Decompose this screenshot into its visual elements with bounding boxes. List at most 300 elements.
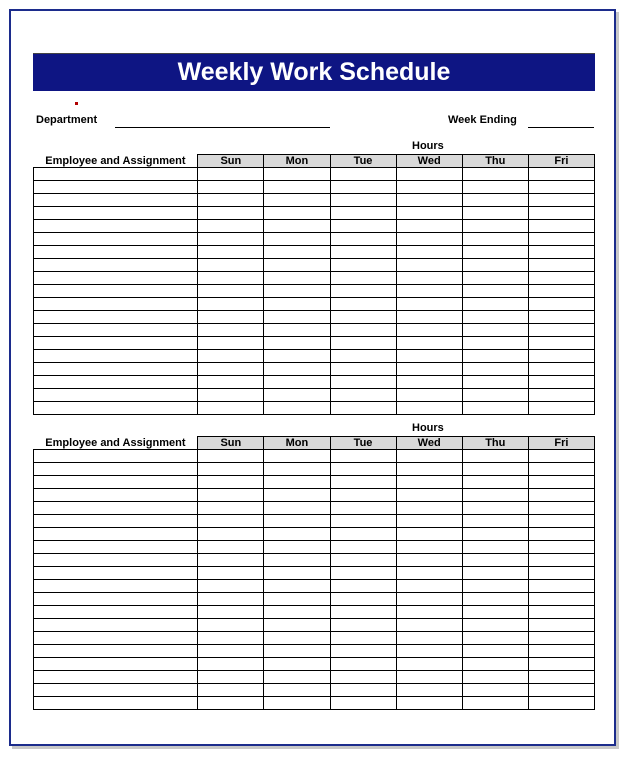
hours-cell-fri[interactable] <box>528 632 594 645</box>
employee-cell[interactable] <box>34 207 198 220</box>
hours-cell-sun[interactable] <box>198 350 264 363</box>
hours-cell-wed[interactable] <box>396 541 462 554</box>
day-header-tue: Tue <box>330 155 396 168</box>
hours-cell-thu[interactable] <box>462 259 528 272</box>
hours-cell-fri[interactable] <box>528 489 594 502</box>
table-row <box>34 272 595 285</box>
hours-cell-mon[interactable] <box>264 450 330 463</box>
hours-cell-tue[interactable] <box>330 463 396 476</box>
hours-cell-wed[interactable] <box>396 658 462 671</box>
employee-cell[interactable] <box>34 619 198 632</box>
hours-cell-mon[interactable] <box>264 259 330 272</box>
table-row <box>34 402 595 415</box>
hours-cell-wed[interactable] <box>396 259 462 272</box>
hours-cell-mon[interactable] <box>264 168 330 181</box>
table-row <box>34 528 595 541</box>
hours-cell-tue[interactable] <box>330 580 396 593</box>
hours-cell-wed[interactable] <box>396 489 462 502</box>
hours-cell-wed[interactable] <box>396 233 462 246</box>
hours-cell-thu[interactable] <box>462 376 528 389</box>
hours-cell-thu[interactable] <box>462 168 528 181</box>
hours-cell-thu[interactable] <box>462 580 528 593</box>
hours-cell-fri[interactable] <box>528 246 594 259</box>
hours-cell-wed[interactable] <box>396 619 462 632</box>
hours-cell-tue[interactable] <box>330 272 396 285</box>
hours-cell-thu[interactable] <box>462 554 528 567</box>
hours-cell-wed[interactable] <box>396 684 462 697</box>
employee-cell[interactable] <box>34 259 198 272</box>
hours-cell-thu[interactable] <box>462 658 528 671</box>
hours-cell-mon[interactable] <box>264 207 330 220</box>
hours-cell-wed[interactable] <box>396 337 462 350</box>
hours-cell-thu[interactable] <box>462 389 528 402</box>
hours-cell-fri[interactable] <box>528 541 594 554</box>
hours-cell-wed[interactable] <box>396 389 462 402</box>
hours-cell-fri[interactable] <box>528 515 594 528</box>
hours-cell-fri[interactable] <box>528 233 594 246</box>
hours-cell-fri[interactable] <box>528 311 594 324</box>
hours-cell-wed[interactable] <box>396 463 462 476</box>
hours-cell-mon[interactable] <box>264 515 330 528</box>
hours-cell-tue[interactable] <box>330 606 396 619</box>
employee-cell[interactable] <box>34 233 198 246</box>
employee-cell[interactable] <box>34 363 198 376</box>
employee-cell[interactable] <box>34 450 198 463</box>
hours-cell-sun[interactable] <box>198 541 264 554</box>
hours-cell-mon[interactable] <box>264 489 330 502</box>
employee-cell[interactable] <box>34 580 198 593</box>
hours-cell-fri[interactable] <box>528 324 594 337</box>
table-row <box>34 619 595 632</box>
hours-cell-thu[interactable] <box>462 311 528 324</box>
hours-cell-sun[interactable] <box>198 554 264 567</box>
hours-cell-mon[interactable] <box>264 402 330 415</box>
department-field[interactable] <box>115 127 330 128</box>
hours-cell-sun[interactable] <box>198 233 264 246</box>
table-row <box>34 363 595 376</box>
employee-cell[interactable] <box>34 541 198 554</box>
hours-cell-fri[interactable] <box>528 285 594 298</box>
hours-cell-sun[interactable] <box>198 402 264 415</box>
hours-cell-mon[interactable] <box>264 658 330 671</box>
hours-cell-mon[interactable] <box>264 272 330 285</box>
hours-cell-fri[interactable] <box>528 376 594 389</box>
hours-cell-thu[interactable] <box>462 567 528 580</box>
employee-cell[interactable] <box>34 311 198 324</box>
hours-cell-sun[interactable] <box>198 363 264 376</box>
hours-cell-thu[interactable] <box>462 246 528 259</box>
hours-cell-fri[interactable] <box>528 502 594 515</box>
employee-cell[interactable] <box>34 632 198 645</box>
hours-cell-sun[interactable] <box>198 337 264 350</box>
hours-cell-mon[interactable] <box>264 541 330 554</box>
hours-cell-wed[interactable] <box>396 515 462 528</box>
hours-cell-fri[interactable] <box>528 298 594 311</box>
hours-cell-sun[interactable] <box>198 619 264 632</box>
hours-cell-mon[interactable] <box>264 463 330 476</box>
hours-cell-wed[interactable] <box>396 168 462 181</box>
hours-cell-fri[interactable] <box>528 363 594 376</box>
hours-cell-sun[interactable] <box>198 515 264 528</box>
hours-cell-sun[interactable] <box>198 684 264 697</box>
hours-cell-mon[interactable] <box>264 593 330 606</box>
hours-cell-tue[interactable] <box>330 337 396 350</box>
hours-cell-wed[interactable] <box>396 606 462 619</box>
hours-cell-sun[interactable] <box>198 324 264 337</box>
hours-cell-thu[interactable] <box>462 450 528 463</box>
hours-cell-wed[interactable] <box>396 285 462 298</box>
hours-cell-thu[interactable] <box>462 632 528 645</box>
hours-cell-tue[interactable] <box>330 450 396 463</box>
day-header-sun: Sun <box>198 437 264 450</box>
hours-cell-tue[interactable] <box>330 476 396 489</box>
table-row <box>34 645 595 658</box>
hours-cell-tue[interactable] <box>330 541 396 554</box>
employee-cell[interactable] <box>34 220 198 233</box>
hours-cell-thu[interactable] <box>462 619 528 632</box>
hours-cell-tue[interactable] <box>330 567 396 580</box>
employee-cell[interactable] <box>34 337 198 350</box>
hours-cell-thu[interactable] <box>462 684 528 697</box>
hours-cell-tue[interactable] <box>330 233 396 246</box>
hours-cell-fri[interactable] <box>528 606 594 619</box>
employee-cell[interactable] <box>34 402 198 415</box>
hours-cell-mon[interactable] <box>264 645 330 658</box>
hours-cell-mon[interactable] <box>264 233 330 246</box>
hours-cell-wed[interactable] <box>396 632 462 645</box>
hours-cell-thu[interactable] <box>462 606 528 619</box>
hours-cell-thu[interactable] <box>462 593 528 606</box>
hours-cell-sun[interactable] <box>198 376 264 389</box>
hours-cell-mon[interactable] <box>264 671 330 684</box>
hours-cell-wed[interactable] <box>396 324 462 337</box>
hours-cell-wed[interactable] <box>396 298 462 311</box>
employee-cell[interactable] <box>34 567 198 580</box>
hours-cell-thu[interactable] <box>462 489 528 502</box>
hours-cell-tue[interactable] <box>330 259 396 272</box>
hours-cell-wed[interactable] <box>396 207 462 220</box>
employee-cell[interactable] <box>34 606 198 619</box>
hours-cell-tue[interactable] <box>330 697 396 710</box>
hours-cell-fri[interactable] <box>528 402 594 415</box>
hours-cell-mon[interactable] <box>264 580 330 593</box>
hours-cell-thu[interactable] <box>462 697 528 710</box>
hours-cell-tue[interactable] <box>330 194 396 207</box>
hours-cell-tue[interactable] <box>330 350 396 363</box>
hours-cell-thu[interactable] <box>462 476 528 489</box>
hours-cell-sun[interactable] <box>198 168 264 181</box>
employee-cell[interactable] <box>34 528 198 541</box>
hours-cell-tue[interactable] <box>330 376 396 389</box>
hours-cell-mon[interactable] <box>264 476 330 489</box>
hours-cell-fri[interactable] <box>528 463 594 476</box>
hours-cell-tue[interactable] <box>330 168 396 181</box>
hours-cell-fri[interactable] <box>528 528 594 541</box>
hours-cell-tue[interactable] <box>330 389 396 402</box>
hours-cell-sun[interactable] <box>198 489 264 502</box>
hours-cell-wed[interactable] <box>396 645 462 658</box>
hours-cell-fri[interactable] <box>528 593 594 606</box>
employee-cell[interactable] <box>34 554 198 567</box>
hours-cell-wed[interactable] <box>396 272 462 285</box>
page-title: Weekly Work Schedule <box>33 53 595 91</box>
hours-cell-tue[interactable] <box>330 593 396 606</box>
hours-cell-mon[interactable] <box>264 632 330 645</box>
hours-cell-fri[interactable] <box>528 684 594 697</box>
day-header-tue: Tue <box>330 437 396 450</box>
hours-cell-mon[interactable] <box>264 697 330 710</box>
employee-cell[interactable] <box>34 593 198 606</box>
hours-cell-wed[interactable] <box>396 311 462 324</box>
hours-cell-tue[interactable] <box>330 298 396 311</box>
hours-cell-tue[interactable] <box>330 619 396 632</box>
hours-cell-tue[interactable] <box>330 402 396 415</box>
hours-cell-wed[interactable] <box>396 554 462 567</box>
hours-cell-sun[interactable] <box>198 476 264 489</box>
employee-cell[interactable] <box>34 658 198 671</box>
hours-cell-mon[interactable] <box>264 246 330 259</box>
hours-cell-tue[interactable] <box>330 645 396 658</box>
hours-cell-tue[interactable] <box>330 246 396 259</box>
hours-cell-fri[interactable] <box>528 259 594 272</box>
employee-cell[interactable] <box>34 463 198 476</box>
hours-cell-sun[interactable] <box>198 697 264 710</box>
hours-cell-thu[interactable] <box>462 541 528 554</box>
hours-cell-sun[interactable] <box>198 450 264 463</box>
employee-cell[interactable] <box>34 515 198 528</box>
employee-cell[interactable] <box>34 194 198 207</box>
hours-cell-fri[interactable] <box>528 697 594 710</box>
hours-cell-thu[interactable] <box>462 207 528 220</box>
hours-cell-thu[interactable] <box>462 363 528 376</box>
employee-cell[interactable] <box>34 246 198 259</box>
hours-cell-wed[interactable] <box>396 181 462 194</box>
hours-cell-thu[interactable] <box>462 502 528 515</box>
hours-cell-thu[interactable] <box>462 645 528 658</box>
employee-cell[interactable] <box>34 324 198 337</box>
hours-cell-thu[interactable] <box>462 272 528 285</box>
employee-cell[interactable] <box>34 502 198 515</box>
hours-cell-mon[interactable] <box>264 363 330 376</box>
hours-cell-thu[interactable] <box>462 220 528 233</box>
hours-cell-mon[interactable] <box>264 181 330 194</box>
hours-cell-fri[interactable] <box>528 389 594 402</box>
hours-cell-tue[interactable] <box>330 671 396 684</box>
hours-cell-tue[interactable] <box>330 181 396 194</box>
hours-cell-thu[interactable] <box>462 671 528 684</box>
hours-cell-thu[interactable] <box>462 402 528 415</box>
employee-cell[interactable] <box>34 376 198 389</box>
hours-cell-wed[interactable] <box>396 528 462 541</box>
hours-cell-tue[interactable] <box>330 515 396 528</box>
hours-cell-wed[interactable] <box>396 194 462 207</box>
hours-cell-fri[interactable] <box>528 476 594 489</box>
table-row <box>34 489 595 502</box>
table-row <box>34 476 595 489</box>
hours-cell-fri[interactable] <box>528 645 594 658</box>
hours-cell-fri[interactable] <box>528 181 594 194</box>
employee-cell[interactable] <box>34 489 198 502</box>
hours-cell-sun[interactable] <box>198 463 264 476</box>
hours-cell-fri[interactable] <box>528 671 594 684</box>
hours-cell-mon[interactable] <box>264 337 330 350</box>
employee-cell[interactable] <box>34 272 198 285</box>
hours-cell-tue[interactable] <box>330 311 396 324</box>
table-row <box>34 580 595 593</box>
hours-cell-sun[interactable] <box>198 645 264 658</box>
hours-cell-fri[interactable] <box>528 554 594 567</box>
hours-cell-wed[interactable] <box>396 697 462 710</box>
hours-cell-sun[interactable] <box>198 606 264 619</box>
hours-cell-sun[interactable] <box>198 658 264 671</box>
hours-cell-mon[interactable] <box>264 324 330 337</box>
hours-cell-sun[interactable] <box>198 207 264 220</box>
table-row <box>34 567 595 580</box>
hours-cell-sun[interactable] <box>198 593 264 606</box>
hours-cell-thu[interactable] <box>462 337 528 350</box>
hours-cell-mon[interactable] <box>264 567 330 580</box>
hours-cell-tue[interactable] <box>330 285 396 298</box>
employee-cell[interactable] <box>34 645 198 658</box>
hours-cell-mon[interactable] <box>264 528 330 541</box>
hours-cell-wed[interactable] <box>396 402 462 415</box>
table-row <box>34 554 595 567</box>
hours-cell-mon[interactable] <box>264 298 330 311</box>
hours-cell-tue[interactable] <box>330 684 396 697</box>
employee-cell[interactable] <box>34 350 198 363</box>
hours-cell-thu[interactable] <box>462 181 528 194</box>
hours-cell-mon[interactable] <box>264 606 330 619</box>
hours-cell-wed[interactable] <box>396 450 462 463</box>
hours-cell-wed[interactable] <box>396 476 462 489</box>
hours-cell-tue[interactable] <box>330 207 396 220</box>
hours-cell-thu[interactable] <box>462 285 528 298</box>
hours-cell-fri[interactable] <box>528 207 594 220</box>
hours-cell-wed[interactable] <box>396 363 462 376</box>
hours-cell-tue[interactable] <box>330 324 396 337</box>
hours-cell-mon[interactable] <box>264 311 330 324</box>
hours-cell-mon[interactable] <box>264 376 330 389</box>
hours-cell-sun[interactable] <box>198 259 264 272</box>
hours-cell-wed[interactable] <box>396 593 462 606</box>
hours-cell-sun[interactable] <box>198 194 264 207</box>
hours-cell-tue[interactable] <box>330 363 396 376</box>
table-row <box>34 593 595 606</box>
hours-cell-thu[interactable] <box>462 194 528 207</box>
hours-cell-fri[interactable] <box>528 658 594 671</box>
hours-cell-mon[interactable] <box>264 389 330 402</box>
hours-cell-fri[interactable] <box>528 450 594 463</box>
hours-cell-tue[interactable] <box>330 220 396 233</box>
table-row <box>34 502 595 515</box>
hours-cell-wed[interactable] <box>396 671 462 684</box>
hours-cell-mon[interactable] <box>264 194 330 207</box>
hours-cell-sun[interactable] <box>198 285 264 298</box>
hours-cell-mon[interactable] <box>264 285 330 298</box>
hours-cell-tue[interactable] <box>330 528 396 541</box>
employee-cell[interactable] <box>34 671 198 684</box>
hours-label: Hours <box>412 422 444 434</box>
hours-cell-wed[interactable] <box>396 502 462 515</box>
hours-cell-thu[interactable] <box>462 350 528 363</box>
hours-cell-fri[interactable] <box>528 567 594 580</box>
hours-cell-fri[interactable] <box>528 194 594 207</box>
hours-cell-mon[interactable] <box>264 502 330 515</box>
hours-cell-wed[interactable] <box>396 246 462 259</box>
employee-cell[interactable] <box>34 168 198 181</box>
hours-cell-sun[interactable] <box>198 246 264 259</box>
hours-cell-mon[interactable] <box>264 350 330 363</box>
employee-cell[interactable] <box>34 389 198 402</box>
hours-cell-sun[interactable] <box>198 181 264 194</box>
hours-cell-sun[interactable] <box>198 671 264 684</box>
hours-cell-fri[interactable] <box>528 337 594 350</box>
hours-cell-thu[interactable] <box>462 528 528 541</box>
hours-cell-sun[interactable] <box>198 298 264 311</box>
hours-cell-wed[interactable] <box>396 580 462 593</box>
hours-cell-wed[interactable] <box>396 350 462 363</box>
hours-cell-tue[interactable] <box>330 502 396 515</box>
hours-cell-thu[interactable] <box>462 324 528 337</box>
hours-cell-fri[interactable] <box>528 580 594 593</box>
hours-cell-sun[interactable] <box>198 528 264 541</box>
hours-cell-mon[interactable] <box>264 619 330 632</box>
hours-cell-tue[interactable] <box>330 658 396 671</box>
hours-cell-fri[interactable] <box>528 220 594 233</box>
hours-cell-sun[interactable] <box>198 311 264 324</box>
hours-cell-tue[interactable] <box>330 554 396 567</box>
hours-cell-tue[interactable] <box>330 489 396 502</box>
hours-cell-sun[interactable] <box>198 220 264 233</box>
table-row <box>34 337 595 350</box>
hours-cell-sun[interactable] <box>198 272 264 285</box>
department-label: Department <box>36 114 98 126</box>
hours-cell-mon[interactable] <box>264 554 330 567</box>
hours-cell-fri[interactable] <box>528 168 594 181</box>
hours-cell-tue[interactable] <box>330 632 396 645</box>
hours-cell-fri[interactable] <box>528 272 594 285</box>
week-ending-field[interactable] <box>528 127 594 128</box>
hours-cell-thu[interactable] <box>462 298 528 311</box>
hours-cell-sun[interactable] <box>198 502 264 515</box>
table-row <box>34 389 595 402</box>
employee-cell[interactable] <box>34 285 198 298</box>
employee-cell[interactable] <box>34 181 198 194</box>
table-row <box>34 515 595 528</box>
employee-cell[interactable] <box>34 298 198 311</box>
hours-cell-fri[interactable] <box>528 619 594 632</box>
day-header-wed: Wed <box>396 437 462 450</box>
employee-cell[interactable] <box>34 684 198 697</box>
hours-cell-sun[interactable] <box>198 567 264 580</box>
hours-cell-wed[interactable] <box>396 567 462 580</box>
hours-cell-fri[interactable] <box>528 350 594 363</box>
table-row <box>34 181 595 194</box>
hours-cell-mon[interactable] <box>264 684 330 697</box>
employee-cell[interactable] <box>34 697 198 710</box>
hours-cell-wed[interactable] <box>396 220 462 233</box>
table-row <box>34 220 595 233</box>
hours-cell-mon[interactable] <box>264 220 330 233</box>
hours-cell-thu[interactable] <box>462 463 528 476</box>
hours-cell-sun[interactable] <box>198 389 264 402</box>
employee-cell[interactable] <box>34 476 198 489</box>
hours-cell-sun[interactable] <box>198 580 264 593</box>
hours-cell-thu[interactable] <box>462 515 528 528</box>
hours-cell-thu[interactable] <box>462 233 528 246</box>
hours-cell-wed[interactable] <box>396 376 462 389</box>
hours-cell-sun[interactable] <box>198 632 264 645</box>
